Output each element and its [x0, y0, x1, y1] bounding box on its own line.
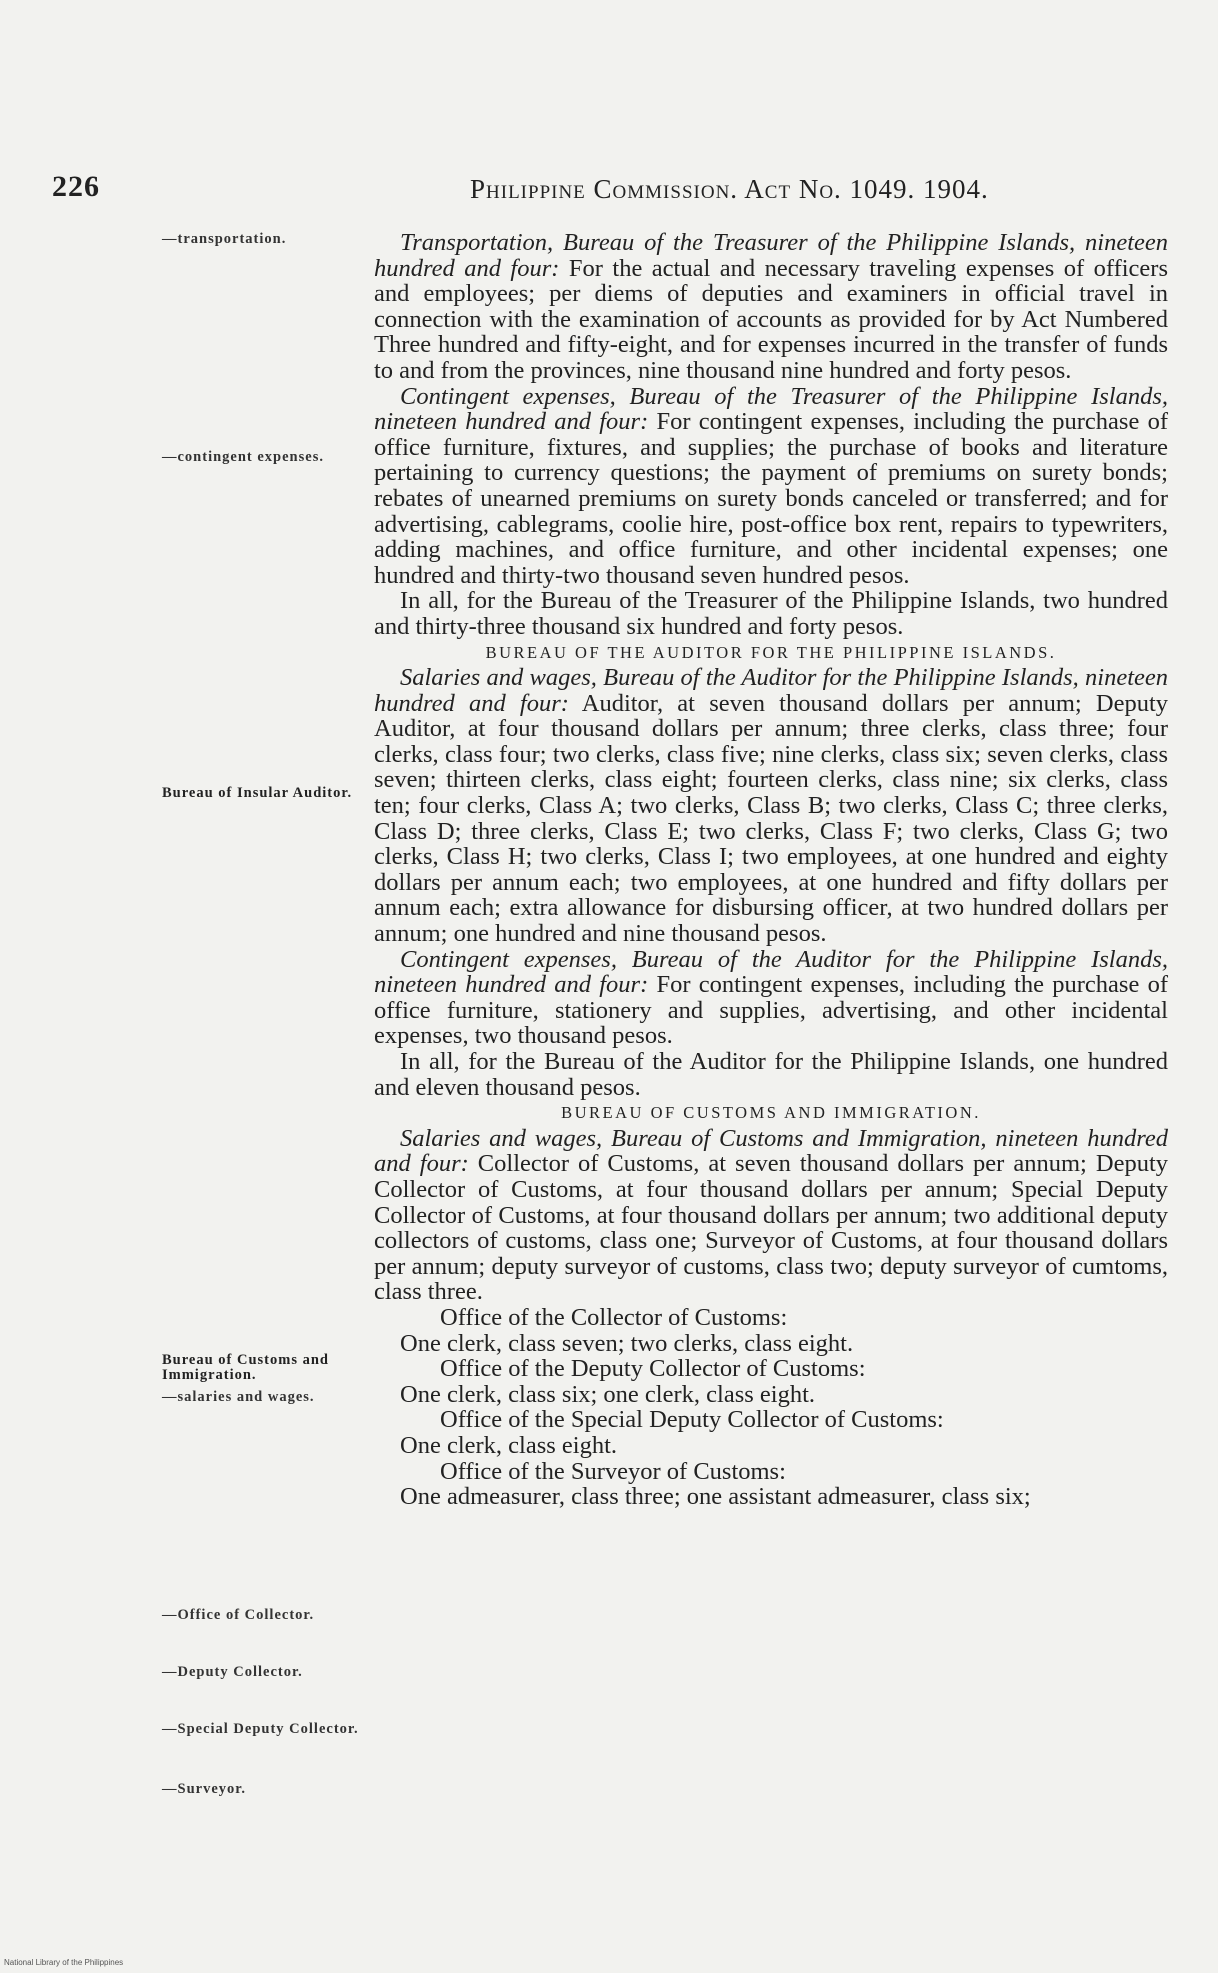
margin-note-deputy-collector: —Deputy Collector.: [162, 1664, 303, 1680]
margin-note-transportation: —transportation.: [162, 231, 287, 247]
margin-note-special-deputy: —Special Deputy Collector.: [162, 1721, 359, 1737]
paragraph-text: For contingent expenses, including the purchase of office furniture, fixtures, and supplies; the purchase of books and literature pertaining to currency questions; the payment of premiums on surety bonds; rebates of unearned premiums on surety bonds canceled or transferred; and for advertising, cablegrams, coolie hire, post-office box rent, repairs to typewriters, adding machines, and office furniture, and other incidental expenses; one hundred and thirty-two thousand seven hundred pesos.: [374, 408, 1168, 589]
office-text-collector: One clerk, class seven; two clerks, class eight.: [400, 1329, 854, 1357]
page-number: 226: [52, 170, 100, 203]
paragraph-heading: Transportation, Bureau of the Treasurer of the Philippine Islands, nineteen hundred and four:: [374, 229, 1168, 282]
margin-note-surveyor: —Surveyor.: [162, 1781, 246, 1797]
paragraph-salaries-auditor: [374, 665, 1168, 947]
paragraph-heading: Salaries and wages, Bureau of the Auditor for the Philippine Islands, nineteen hundred and four:: [374, 664, 1168, 717]
office-text-surveyor: One admeasurer, class three; one assistant admeasurer, class six;: [400, 1483, 1031, 1511]
paragraph-heading: Contingent expenses, Bureau of the Treasurer of the Philippine Islands, nineteen hundred and four:: [374, 382, 1168, 436]
paragraph-total-treasurer: In all, for the Bureau of the Treasurer of the Philippine Islands, two hundred and thirty-three thousand six hundred and forty pesos.: [374, 587, 1168, 640]
paragraph-total-auditor: In all, for the Bureau of the Auditor for the Philippine Islands, one hundred and eleven thousand pesos.: [374, 1048, 1168, 1101]
running-head: Philippine Commission. Act No. 1049. 1904.: [470, 174, 989, 204]
paragraph-text: Auditor, at seven thousand dollars per annum; Deputy Auditor, at four thousand dollars per annum; three clerks, class three; four clerks, class four; two clerks, class five; nine clerks, class six; seven clerks, class seven; thirteen clerks, class eight; fourteen clerks, class nine; six clerks, class ten; four clerks, Class A; two clerks, Class B; two clerks, Class C; three clerks, Class D; three clerks, Class E; two clerks, Class F; two clerks, Class G; two clerks, Class H; two clerks, Class I; two employees, at one hundred and eighty dollars per annum each; two employees, at one hundred and fifty dollars per annum each; extra allowance for disbursing officer, at two hundred dollars per annum; one hundred and nine thousand pesos.: [374, 689, 1169, 948]
margin-note-office-collector: —Office of Collector.: [162, 1607, 315, 1623]
office-text-deputy: One clerk, class six; one clerk, class eight.: [400, 1380, 816, 1408]
office-text-special-deputy: One clerk, class eight.: [400, 1431, 618, 1459]
section-heading-customs: BUREAU OF CUSTOMS AND IMMIGRATION.: [561, 1103, 981, 1123]
paragraph-text: For the actual and necessary traveling expenses of officers and employees; per diems of deputies and examiners in official travel in connection with the examination of accounts as provided for by Act Numbered Three hundred and fifty-eight, and for expenses incurred in the transfer of funds to and from the provinces, nine thousand nine hundred and forty pesos.: [374, 254, 1168, 384]
paragraph-contingent-treasurer: [374, 384, 1168, 589]
margin-note-contingent: —contingent expenses.: [162, 449, 324, 465]
paragraph-text: For contingent expenses, including the purchase of office furniture, stationery and supplies, advertising, and other incidental expenses, two thousand pesos.: [374, 971, 1168, 1050]
margin-note-bureau-auditor: Bureau of Insular Auditor.: [162, 785, 353, 801]
margin-note-bureau-customs: Bureau of Customs and Immigration.: [162, 1352, 329, 1383]
paragraph-heading: Salaries and wages, Bureau of Customs and Immigration, nineteen hundred and four:: [374, 1124, 1168, 1178]
body-text: [374, 230, 1168, 1510]
office-heading-special-deputy: Office of the Special Deputy Collector of Customs:: [440, 1406, 944, 1434]
section-heading-auditor: BUREAU OF THE AUDITOR FOR THE PHILIPPINE ISLANDS.: [485, 642, 1057, 662]
office-heading-deputy: Office of the Deputy Collector of Customs:: [440, 1355, 866, 1383]
paragraph-transportation: [374, 230, 1168, 384]
paragraph-salaries-customs: [374, 1126, 1168, 1305]
paragraph-contingent-auditor: [374, 947, 1168, 1049]
paragraph-text: Collector of Customs, at seven thousand dollars per annum; Deputy Collector of Customs, at four thousand dollars per annum; Special Deputy Collector of Customs, at four thousand dollars per annum; two additional deputy collectors of customs, class one; Surveyor of Customs, at four thousand dollars per annum; deputy surveyor of customs, class two; deputy surveyor of cumtoms, class three.: [374, 1150, 1169, 1306]
office-heading-collector: Office of the Collector of Customs:: [440, 1303, 788, 1331]
footer-credit: National Library of the Philippines: [4, 1958, 124, 1967]
paragraph-heading: Contingent expenses, Bureau of the Auditor for the Philippine Islands, nineteen hundred and four:: [374, 945, 1168, 999]
margin-note-salaries-wages: —salaries and wages.: [162, 1389, 315, 1405]
office-heading-surveyor: Office of the Surveyor of Customs:: [440, 1457, 786, 1485]
